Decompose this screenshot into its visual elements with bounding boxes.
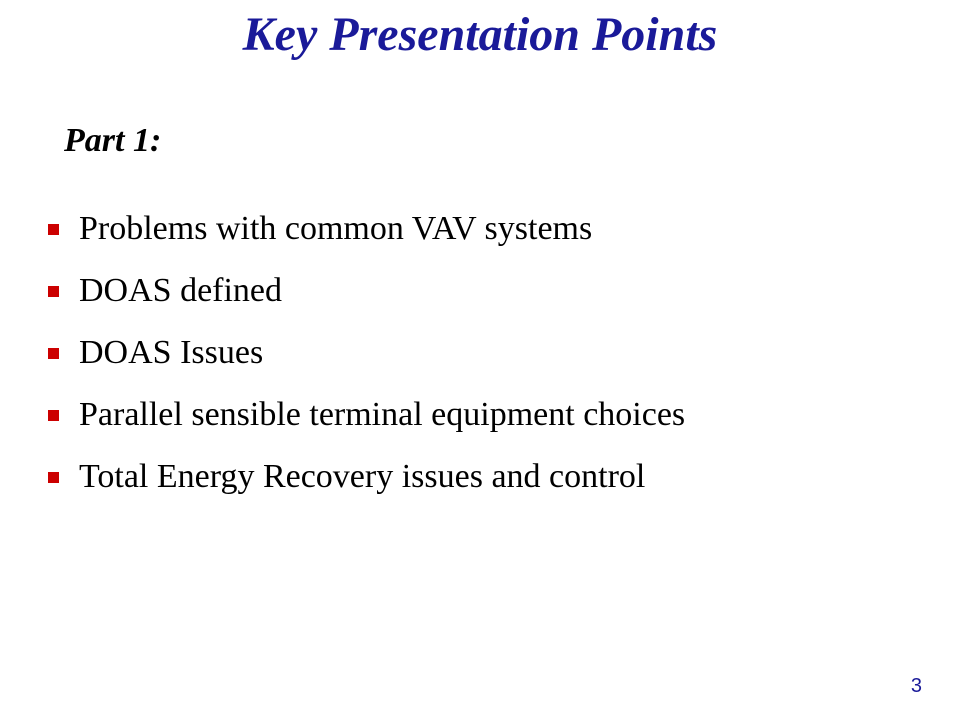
bullet-item xyxy=(48,446,685,508)
bullet-text: Total Energy Recovery issues and control xyxy=(79,458,646,495)
bullet-text: Parallel sensible terminal equipment choices xyxy=(79,396,686,433)
bullet-text: DOAS Issues xyxy=(79,334,264,371)
bullet-text: Problems with common VAV systems xyxy=(79,210,593,247)
bullet-item xyxy=(48,260,685,322)
page-number: 3 xyxy=(910,675,922,697)
square-bullet-icon xyxy=(48,286,59,297)
square-bullet-icon xyxy=(48,348,59,359)
bullet-text: DOAS defined xyxy=(79,272,283,309)
bullet-item xyxy=(48,322,685,384)
slide-title: Key Presentation Points xyxy=(242,8,718,61)
square-bullet-icon xyxy=(48,472,59,483)
square-bullet-icon xyxy=(48,410,59,421)
slide-subtitle: Part 1: xyxy=(64,122,162,159)
bullet-item xyxy=(48,198,685,260)
square-bullet-icon xyxy=(48,224,59,235)
bullet-item xyxy=(48,384,685,446)
bullet-list xyxy=(48,198,685,508)
